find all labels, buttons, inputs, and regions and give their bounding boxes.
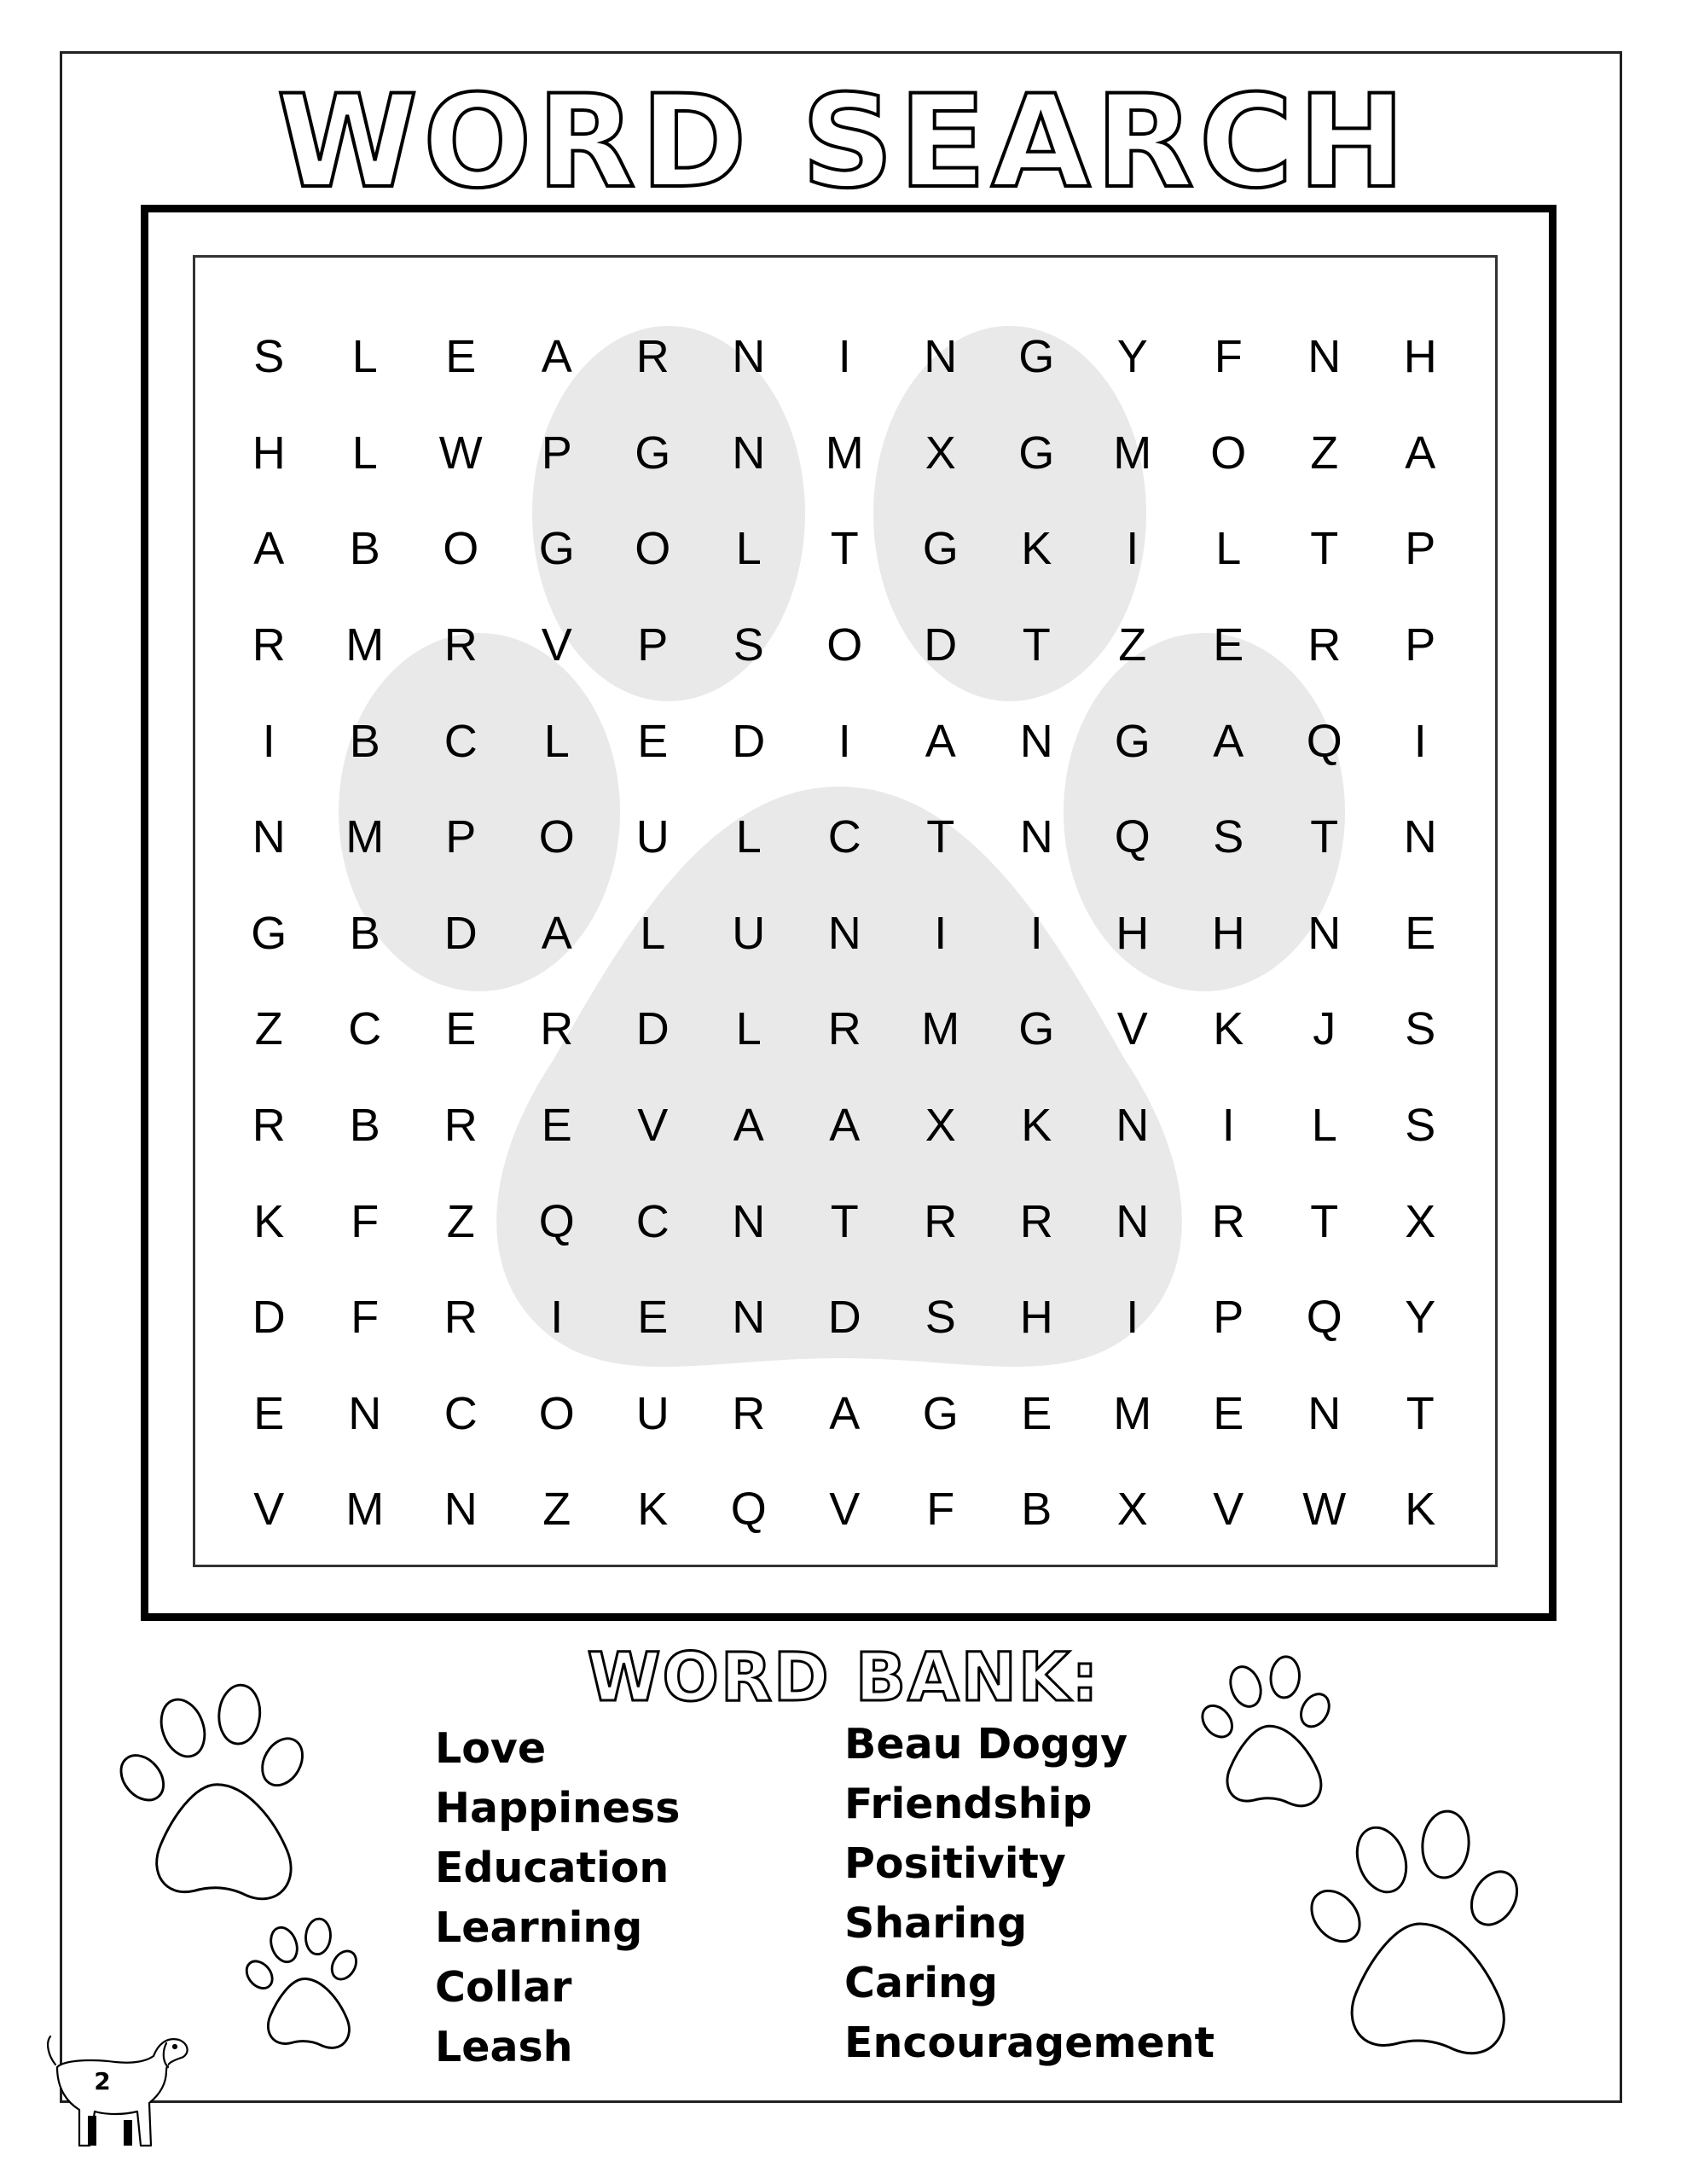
grid-letter: R xyxy=(540,1003,574,1055)
grid-letter: D xyxy=(252,1292,286,1344)
grid-letter: N xyxy=(1019,715,1053,767)
grid-letter: R xyxy=(924,1195,958,1247)
grid-letter: V xyxy=(637,1100,669,1152)
grid-letter: E xyxy=(253,1387,285,1439)
grid-letter: E xyxy=(541,1100,572,1152)
grid-letter: K xyxy=(1021,1100,1052,1152)
word-bank-item: Collar xyxy=(435,1963,572,2012)
grid-letter: S xyxy=(733,619,764,671)
grid-letter: G xyxy=(1018,331,1055,383)
grid-letter: G xyxy=(251,907,287,959)
grid-letter: M xyxy=(1113,427,1152,479)
page-title xyxy=(0,60,1687,213)
word-bank-item: Education xyxy=(435,1844,670,1892)
grid-letter: Q xyxy=(1114,811,1151,863)
grid-letter: Z xyxy=(446,1195,475,1247)
grid-letter: P xyxy=(1405,619,1436,671)
grid-letter: K xyxy=(1021,523,1052,575)
grid-letter: R xyxy=(1211,1195,1245,1247)
grid-letter: C xyxy=(443,715,478,767)
grid-letter: N xyxy=(252,811,286,863)
word-bank-item: Caring xyxy=(844,1959,998,2007)
grid-letter: D xyxy=(443,907,478,959)
grid-letter: D xyxy=(635,1003,670,1055)
grid-letter: W xyxy=(438,427,483,479)
paw-print-icon xyxy=(115,1676,341,1915)
word-bank-item: Leash xyxy=(435,2023,573,2071)
grid-letter: O xyxy=(1210,427,1247,479)
grid-letter: B xyxy=(349,715,380,767)
grid-letter: B xyxy=(349,1100,380,1152)
grid-letter: H xyxy=(1019,1292,1053,1344)
grid-letter: L xyxy=(735,811,762,863)
grid-letter: Q xyxy=(538,1195,575,1247)
grid-letter: W xyxy=(1302,1484,1347,1536)
grid-letter: A xyxy=(925,715,956,767)
grid-letter: D xyxy=(732,715,766,767)
grid-letter: M xyxy=(921,1003,960,1055)
word-bank-title-text: WORD BANK: xyxy=(587,1640,1100,1716)
grid-letter: G xyxy=(1018,427,1055,479)
grid-letter: L xyxy=(1311,1100,1337,1152)
grid-letter: O xyxy=(538,1387,575,1439)
grid-letter: Z xyxy=(1310,427,1339,479)
grid-letter: B xyxy=(1021,1484,1052,1536)
grid-letter: N xyxy=(443,1484,478,1536)
grid-letter: I xyxy=(838,331,851,383)
grid-letter: K xyxy=(637,1484,669,1536)
grid-letter: F xyxy=(351,1195,380,1247)
grid-letter: R xyxy=(827,1003,861,1055)
paw-print-icon xyxy=(1305,1809,1561,2065)
grid-letter: Z xyxy=(1118,619,1147,671)
word-bank-item: Sharing xyxy=(844,1899,1028,1948)
dog-icon xyxy=(38,2018,192,2163)
grid-letter: A xyxy=(1213,715,1244,767)
grid-letter: N xyxy=(827,907,861,959)
grid-letter: M xyxy=(345,1484,385,1536)
word-bank-item: Learning xyxy=(435,1903,643,1952)
grid-letter: L xyxy=(1215,523,1242,575)
grid-letter: I xyxy=(1029,907,1043,959)
grid-letter: I xyxy=(1221,1100,1235,1152)
grid-letter: E xyxy=(1213,619,1244,671)
grid-letter: G xyxy=(922,1387,959,1439)
grid-letter: X xyxy=(1405,1195,1436,1247)
grid-letter: A xyxy=(733,1100,764,1152)
grid-letter: I xyxy=(262,715,275,767)
grid-letter: R xyxy=(732,1387,766,1439)
grid-letter: L xyxy=(351,331,378,383)
page-number: 2 xyxy=(94,2067,111,2095)
grid-letter: B xyxy=(349,523,380,575)
grid-letter: H xyxy=(1211,907,1245,959)
grid-letter: T xyxy=(926,811,955,863)
grid-letter: N xyxy=(732,1292,766,1344)
grid-letter: A xyxy=(541,907,572,959)
grid-letter: G xyxy=(635,427,671,479)
grid-letter: V xyxy=(541,619,572,671)
word-bank-item: Friendship xyxy=(844,1780,1093,1828)
grid-letter: S xyxy=(1213,811,1244,863)
grid-letter: M xyxy=(345,811,385,863)
grid-letter: J xyxy=(1313,1003,1336,1055)
grid-letter: G xyxy=(538,523,575,575)
paw-print-icon xyxy=(1198,1655,1356,1813)
grid-letter: T xyxy=(1310,811,1339,863)
grid-letter: T xyxy=(1310,1195,1339,1247)
grid-letter: G xyxy=(1114,715,1151,767)
grid-letter: O xyxy=(538,811,575,863)
grid-letter: N xyxy=(732,1195,766,1247)
word-bank-item: Love xyxy=(435,1724,547,1773)
grid-letter: I xyxy=(550,1292,564,1344)
grid-letter: E xyxy=(1021,1387,1052,1439)
grid-letter: R xyxy=(635,331,670,383)
word-bank-item: Happiness xyxy=(435,1784,681,1833)
grid-letter: X xyxy=(1116,1484,1148,1536)
grid-letter: M xyxy=(345,619,385,671)
grid-letter: I xyxy=(1413,715,1427,767)
grid-letter: N xyxy=(1307,1387,1342,1439)
grid-letter: L xyxy=(543,715,570,767)
grid-letter: E xyxy=(1213,1387,1244,1439)
grid-letter: I xyxy=(1126,523,1139,575)
grid-letter: M xyxy=(1113,1387,1152,1439)
grid-letter: E xyxy=(1405,907,1436,959)
grid-letter: U xyxy=(635,1387,670,1439)
grid-letter: F xyxy=(1214,331,1243,383)
grid-letter: V xyxy=(829,1484,861,1536)
grid-letter: Q xyxy=(1306,715,1342,767)
grid-letter: S xyxy=(925,1292,956,1344)
grid-letter: S xyxy=(253,331,285,383)
dog-logo xyxy=(38,2018,192,2163)
grid-letter: I xyxy=(934,907,948,959)
grid-letter: R xyxy=(443,1292,478,1344)
grid-letter: K xyxy=(1405,1484,1436,1536)
grid-letter: D xyxy=(924,619,958,671)
grid-letter: Y xyxy=(1405,1292,1436,1344)
word-bank-column-2 xyxy=(844,1715,1215,2073)
word-bank-item: Beau Doggy xyxy=(844,1720,1128,1769)
grid-letter: I xyxy=(838,715,851,767)
grid-letter: E xyxy=(445,1003,477,1055)
grid-letter: T xyxy=(1022,619,1051,671)
grid-letter: F xyxy=(926,1484,955,1536)
grid-letter: E xyxy=(445,331,477,383)
grid-letter: H xyxy=(252,427,286,479)
grid-letter: L xyxy=(640,907,666,959)
letter-grid xyxy=(221,309,1475,1558)
word-bank-column-1 xyxy=(435,1719,680,2077)
grid-letter: H xyxy=(1403,331,1437,383)
grid-letter: E xyxy=(637,715,669,767)
grid-letter: C xyxy=(348,1003,382,1055)
grid-letter: L xyxy=(735,1003,762,1055)
grid-letter: A xyxy=(1405,427,1436,479)
grid-letter: R xyxy=(252,1100,286,1152)
grid-letter: R xyxy=(1307,619,1342,671)
grid-letter: N xyxy=(1307,331,1342,383)
grid-letter: P xyxy=(1213,1292,1244,1344)
grid-letter: O xyxy=(826,619,863,671)
grid-letter: R xyxy=(443,619,478,671)
grid-letter: H xyxy=(1116,907,1150,959)
paw-print-icon xyxy=(243,1915,380,2056)
grid-letter: Z xyxy=(542,1484,571,1536)
grid-letter: N xyxy=(732,331,766,383)
grid-letter: A xyxy=(253,523,285,575)
grid-letter: C xyxy=(443,1387,478,1439)
grid-letter: B xyxy=(349,907,380,959)
grid-letter: L xyxy=(735,523,762,575)
grid-letter: R xyxy=(1019,1195,1053,1247)
grid-letter: K xyxy=(1213,1003,1244,1055)
grid-letter: A xyxy=(829,1387,861,1439)
grid-letter: N xyxy=(1403,811,1437,863)
grid-letter: X xyxy=(925,1100,956,1152)
puzzle-inner-frame xyxy=(193,255,1498,1567)
grid-letter: Q xyxy=(730,1484,767,1536)
grid-letter: A xyxy=(829,1100,861,1152)
grid-letter: N xyxy=(924,331,958,383)
word-bank-item: Positivity xyxy=(844,1839,1066,1888)
grid-letter: C xyxy=(827,811,861,863)
grid-letter: V xyxy=(253,1484,285,1536)
grid-letter: P xyxy=(1405,523,1436,575)
grid-letter: C xyxy=(635,1195,670,1247)
grid-letter: P xyxy=(637,619,669,671)
grid-letter: I xyxy=(1126,1292,1139,1344)
grid-letter: N xyxy=(348,1387,382,1439)
grid-letter: S xyxy=(1405,1100,1436,1152)
grid-letter: G xyxy=(1018,1003,1055,1055)
grid-letter: R xyxy=(443,1100,478,1152)
grid-letter: F xyxy=(351,1292,380,1344)
grid-letter: P xyxy=(445,811,477,863)
title-text: WORD SEARCH xyxy=(276,68,1411,213)
grid-letter: G xyxy=(922,523,959,575)
grid-letter: N xyxy=(1307,907,1342,959)
grid-letter: U xyxy=(732,907,766,959)
grid-letter: T xyxy=(830,1195,859,1247)
grid-letter: X xyxy=(925,427,956,479)
grid-letter: T xyxy=(1310,523,1339,575)
grid-letter: Z xyxy=(254,1003,283,1055)
grid-letter: D xyxy=(827,1292,861,1344)
grid-letter: Q xyxy=(1306,1292,1342,1344)
grid-letter: R xyxy=(252,619,286,671)
grid-letter: Y xyxy=(1116,331,1148,383)
grid-letter: T xyxy=(830,523,859,575)
grid-letter: L xyxy=(351,427,378,479)
grid-letter: A xyxy=(541,331,572,383)
grid-letter: N xyxy=(1116,1100,1150,1152)
grid-letter: N xyxy=(1019,811,1053,863)
grid-letter: V xyxy=(1213,1484,1244,1536)
grid-letter: N xyxy=(732,427,766,479)
grid-letter: T xyxy=(1406,1387,1435,1439)
grid-letter: P xyxy=(541,427,572,479)
grid-letter: E xyxy=(637,1292,669,1344)
grid-letter: U xyxy=(635,811,670,863)
grid-letter: S xyxy=(1405,1003,1436,1055)
grid-letter: K xyxy=(253,1195,285,1247)
grid-letter: O xyxy=(443,523,479,575)
grid-letter: M xyxy=(825,427,864,479)
word-bank-item: Encouragement xyxy=(844,2018,1215,2067)
grid-letter: N xyxy=(1116,1195,1150,1247)
grid-letter: O xyxy=(635,523,671,575)
grid-letter: V xyxy=(1116,1003,1148,1055)
